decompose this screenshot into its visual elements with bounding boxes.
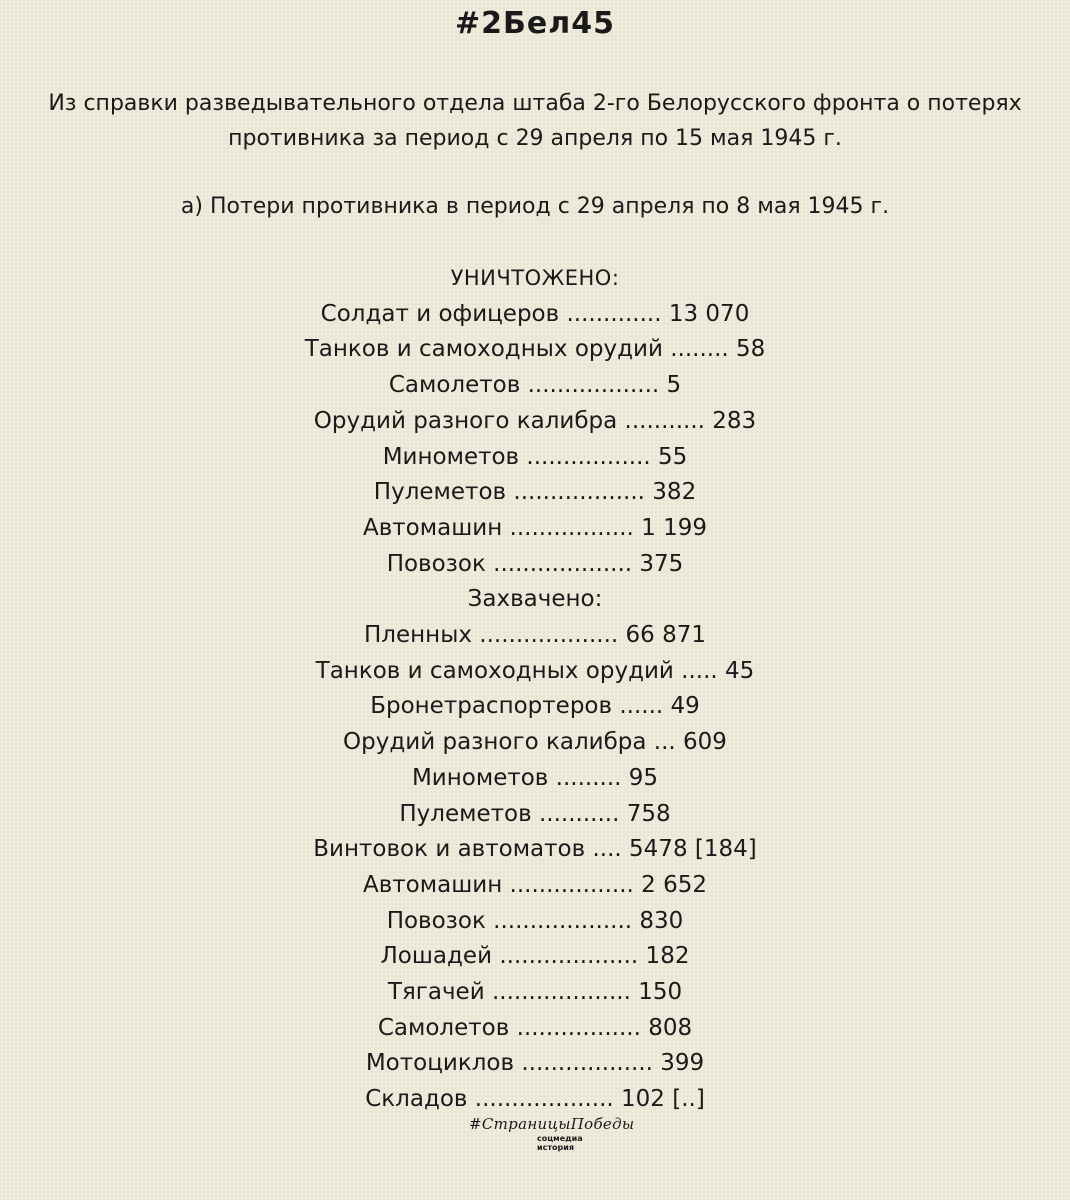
captured-item: Складов ................... 102 [..]: [365, 1086, 705, 1113]
intro-line-1: Из справки разведывательного отдела штаба 2-го Белорусского фронта о потерях: [48, 91, 1022, 116]
logo-subtitle: [537, 1134, 583, 1152]
destroyed-item: Самолетов .................. 5: [388, 372, 682, 399]
captured-item: Танков и самоходных орудий ..... 45: [315, 657, 755, 684]
captured-item: Тягачей ................... 150: [387, 979, 683, 1006]
destroyed-item: Минометов ................. 55: [382, 443, 688, 470]
destroyed-item: Автомашин ................. 1 199: [363, 514, 707, 541]
stranitsy-pobedy-logo: [469, 1115, 635, 1157]
logo-sub-line-2: история: [537, 1143, 574, 1152]
captured-item: Повозок ................... 830: [386, 907, 684, 934]
intro-line-2: противника за период с 29 апреля по 15 мая 1945 г.: [228, 126, 842, 151]
captured-item: Бронетраспортеров ...... 49: [370, 693, 700, 720]
captured-item: Винтовок и автоматов .... 5478 [184]: [313, 836, 757, 863]
section-subtitle: а) Потери противника в период с 29 апреля по 8 мая 1945 г.: [180, 194, 890, 219]
losses-list: [0, 261, 1070, 1118]
captured-item: Орудий разного калибра ... 609: [343, 729, 727, 756]
captured-item: Минометов ......... 95: [411, 764, 659, 791]
destroyed-heading: УНИЧТОЖЕНО:: [450, 266, 620, 290]
captured-item: Пулеметов ........... 758: [399, 800, 671, 827]
logo-sub-line-1: соцмедиа: [537, 1134, 583, 1143]
destroyed-item: Повозок ................... 375: [386, 550, 684, 577]
hashtag-title: #2Бел45: [455, 6, 615, 41]
destroyed-item: Танков и самоходных орудий ........ 58: [304, 336, 766, 363]
captured-item: Лошадей ................... 182: [380, 943, 690, 970]
captured-item: Автомашин ................. 2 652: [363, 871, 707, 898]
captured-item: Мотоциклов .................. 399: [365, 1050, 705, 1077]
logo-wordmark: #СтраницыПобеды: [469, 1115, 635, 1133]
captured-heading: Захвачено:: [467, 586, 603, 613]
destroyed-item: Орудий разного калибра ........... 283: [313, 407, 757, 434]
intro-paragraph: [20, 86, 1050, 156]
captured-item: Самолетов ................. 808: [377, 1014, 693, 1041]
captured-item: Пленных ................... 66 871: [363, 622, 706, 649]
destroyed-item: Солдат и офицеров ............. 13 070: [320, 300, 750, 327]
destroyed-item: Пулеметов .................. 382: [373, 479, 697, 506]
